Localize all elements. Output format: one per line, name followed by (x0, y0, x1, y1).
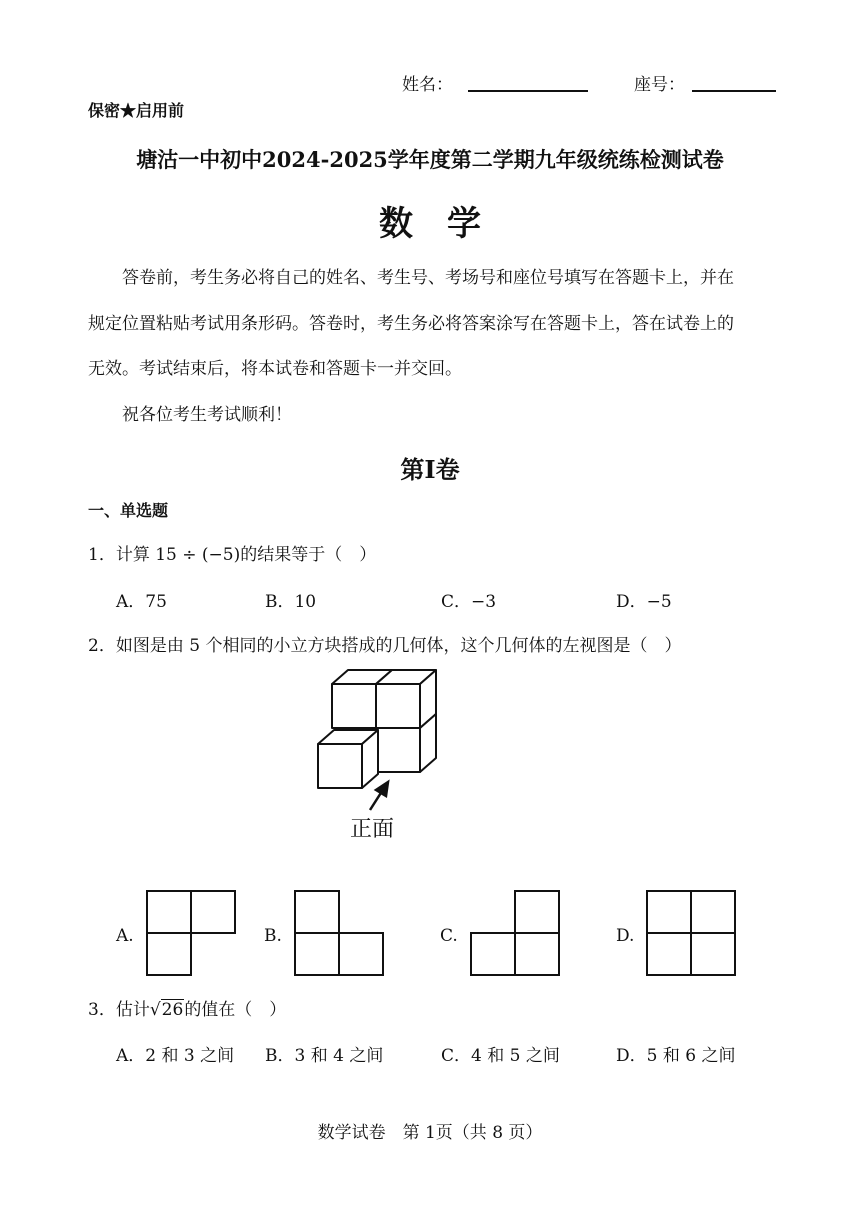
sqrt-symbol: √ (149, 1000, 161, 1020)
instruction-line-3: 无效。考试结束后，将本试卷和答题卡一并交回。 (88, 359, 462, 379)
question-3-stem (88, 998, 286, 1022)
question-1-option-b[interactable]: B．10 (265, 592, 317, 612)
subject-title: 数 学 (379, 204, 481, 244)
question-3-option-b[interactable]: B．3 和 4 之间 (265, 1046, 384, 1066)
question-2-option-b-label[interactable]: B. (264, 926, 282, 946)
option-d-square (646, 890, 692, 934)
question-2-option-d-label[interactable]: D. (616, 926, 635, 946)
question-2-option-a-label[interactable]: A. (116, 926, 134, 946)
part-title: 一、单选题 (88, 501, 169, 520)
front-view-label: 正面 (350, 817, 395, 842)
question-2-option-c-label[interactable]: C. (440, 926, 458, 946)
question-3-radicand: 26 (161, 1000, 184, 1020)
option-d-square (690, 890, 736, 934)
option-c-square (514, 932, 560, 976)
volume-title: 第Ⅰ卷 (400, 455, 460, 484)
question-1-stem (88, 543, 376, 567)
question-2-option-a-figure[interactable] (146, 890, 238, 976)
question-1-stem-prefix: 1．计算 (88, 545, 156, 565)
seat-blank[interactable] (692, 90, 776, 92)
question-3-option-a[interactable]: A．2 和 3 之间 (116, 1046, 235, 1066)
seat-label: 座号： (634, 75, 685, 95)
question-2-stem: 2．如图是由 5 个相同的小立方块搭成的几何体，这个几何体的左视图是（ ） (88, 636, 682, 656)
question-1-option-a[interactable]: A．75 (116, 592, 167, 612)
option-b-square (294, 890, 340, 934)
question-1-option-d[interactable]: D．−5 (616, 592, 672, 612)
question-3-option-d[interactable]: D．5 和 6 之间 (616, 1046, 736, 1066)
page-footer: 数学试卷 第 1页（共 8 页） (317, 1123, 543, 1143)
option-c-square (470, 932, 516, 976)
name-label: 姓名： (402, 75, 453, 95)
option-b-square (338, 932, 384, 976)
question-3-stem-suffix: 的值在（ ） (184, 1000, 287, 1020)
option-d-square (690, 932, 736, 976)
option-a-square (146, 890, 192, 934)
question-2-option-c-figure[interactable] (470, 890, 562, 976)
question-1-math: 15 ÷ (−5) (155, 545, 241, 565)
good-luck-text: 祝各位考生考试顺利！ (122, 405, 292, 425)
question-1-option-c[interactable]: C．−3 (441, 592, 497, 612)
option-d-square (646, 932, 692, 976)
option-a-square (146, 932, 192, 976)
question-2-option-d-figure[interactable] (646, 890, 738, 976)
question-3-stem-prefix: 3．估计 (88, 1000, 150, 1020)
question-2-option-b-figure[interactable] (294, 890, 386, 976)
instruction-line-1: 答卷前，考生务必将自己的姓名、考生号、考场号和座位号填写在答题卡上，并在 (122, 268, 734, 288)
name-blank[interactable] (468, 90, 588, 92)
exam-title: 塘沽一中初中2024-2025学年度第二学期九年级统练检测试卷 (136, 147, 724, 172)
secret-tag: 保密★启用前 (88, 101, 185, 120)
option-a-square (190, 890, 236, 934)
question-3-option-c[interactable]: C．4 和 5 之间 (441, 1046, 560, 1066)
question-1-stem-suffix: 的结果等于（ ） (240, 545, 377, 565)
instruction-line-2: 规定位置粘贴考试用条形码。答卷时，考生务必将答案涂写在答题卡上，答在试卷上的 (88, 314, 734, 334)
option-b-square (294, 932, 340, 976)
option-c-square (514, 890, 560, 934)
